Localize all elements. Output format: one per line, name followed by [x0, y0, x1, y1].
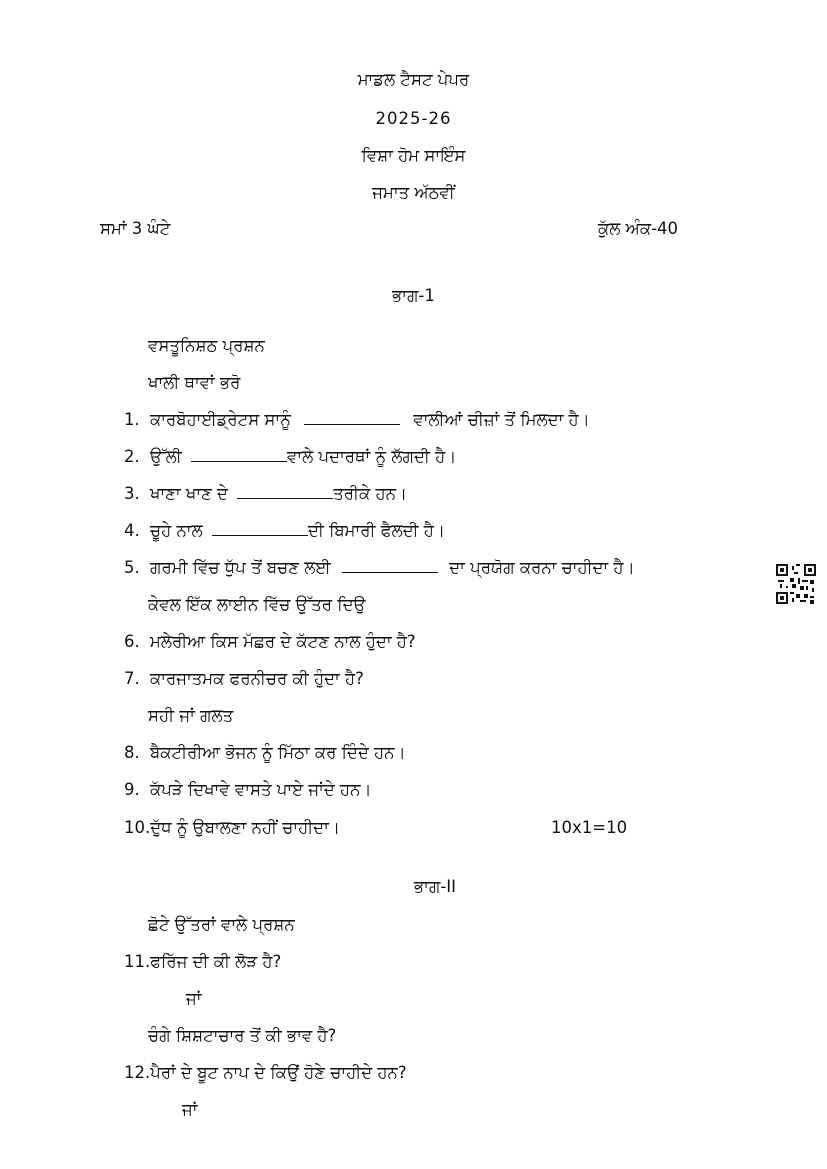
question-number: 2. — [124, 447, 140, 466]
question-12 — [124, 1063, 407, 1083]
question-text: ਫਰਿੱਜ ਦੀ ਕੀ ਲੋੜ ਹੈ? — [150, 952, 282, 971]
question-text: ਤਰੀਕੇ ਹਨ। — [333, 484, 408, 503]
answer-blank — [342, 571, 438, 573]
question-11-alternative: ਚੰਗੇ ਸ਼ਿਸ਼ਟਾਚਾਰ ਤੋਂ ਕੀ ਭਾਵ ਹੈ? — [148, 1026, 337, 1045]
or-label: ਜਾਂ — [182, 1100, 198, 1119]
question-text: ਦਾ ਪ੍ਰਯੋਗ ਕਰਨਾ ਚਾਹੀਦਾ ਹੈ। — [449, 558, 635, 577]
question-3 — [124, 484, 407, 504]
qr-code-icon — [776, 564, 816, 604]
objective-heading: ਵਸਤੂਨਿਸ਼ਠ ਪ੍ਰਸ਼ਨ — [148, 336, 265, 355]
fill-blanks-heading: ਖਾਲੀ ਥਾਵਾਂ ਭਰੋ — [148, 373, 241, 392]
question-text: ਕਾਰਜਾਤਮਕ ਫਰਨੀਚਰ ਕੀ ਹੁੰਦਾ ਹੈ? — [150, 669, 364, 688]
answer-blank — [237, 497, 333, 499]
subject-line: ਵਿਸ਼ਾ ਹੋਮ ਸਾਇੰਸ — [361, 146, 466, 165]
question-11 — [124, 952, 281, 972]
question-text: ਵਾਲੇ ਪਦਾਰਥਾਂ ਨੂੰ ਲੱਗਦੀ ਹੈ। — [287, 447, 457, 466]
question-text: ਵਾਲੀਆਂ ਚੀਜ਼ਾਂ ਤੋਂ ਮਿਲਦਾ ਹੈ। — [413, 410, 590, 429]
part1-marks: 10x1=10 — [551, 818, 628, 837]
question-1 — [124, 410, 590, 430]
or-label: ਜਾਂ — [186, 989, 202, 1008]
class-line: ਜਮਾਤ ਅੱਠਵੀਂ — [372, 183, 455, 202]
paper-title: ਮਾਡਲ ਟੈਸਟ ਪੇਪਰ — [357, 70, 470, 89]
question-text: ਖਾਣਾ ਖਾਣ ਦੇ — [150, 484, 228, 503]
question-number: 10. — [124, 818, 151, 837]
question-8 — [124, 743, 406, 763]
question-2 — [124, 447, 456, 467]
question-text: ਉੱਲੀ — [150, 447, 182, 466]
question-number: 8. — [124, 743, 140, 762]
question-text: ਬੈਕਟੀਰੀਆ ਭੋਜਨ ਨੂੰ ਮਿੱਠਾ ਕਰ ਦਿੰਦੇ ਹਨ। — [150, 743, 406, 762]
question-number: 3. — [124, 484, 140, 503]
question-number: 1. — [124, 410, 140, 429]
question-text: ਚੂਹੇ ਨਾਲ — [150, 521, 203, 540]
question-9 — [124, 780, 372, 800]
question-text: ਪੈਰਾਂ ਦੇ ਬੂਟ ਨਾਪ ਦੇ ਕਿਉਂ ਹੋਣੇ ਚਾਹੀਦੇ ਹਨ? — [150, 1063, 407, 1082]
part1-heading: ਭਾਗ-1 — [392, 286, 435, 305]
question-4 — [124, 521, 445, 541]
question-text: ਕਾਰਬੋਹਾਈਡ੍ਰੇਟਸ ਸਾਨੂੰ — [150, 410, 291, 429]
question-text: ਦੁੱਧ ਨੂੰ ਉਬਾਲਣਾ ਨਹੀਂ ਚਾਹੀਦਾ। — [150, 818, 340, 837]
question-text: ਦੀ ਬਿਮਾਰੀ ਫੈਲਦੀ ਹੈ। — [307, 521, 446, 540]
one-line-heading: ਕੇਵਲ ਇੱਕ ਲਾਈਨ ਵਿੱਚ ਉੱਤਰ ਦਿਉ — [148, 595, 366, 614]
answer-blank — [212, 534, 308, 536]
question-number: 7. — [124, 669, 140, 688]
question-text: ਮਲੇਰੀਆ ਕਿਸ ਮੱਛਰ ਦੇ ਕੱਟਣ ਨਾਲ ਹੁੰਦਾ ਹੈ? — [150, 632, 416, 651]
question-10 — [124, 818, 340, 838]
question-6 — [124, 632, 416, 652]
paper-year: 2025-26 — [375, 109, 452, 128]
question-5 — [124, 558, 635, 578]
question-number: 12. — [124, 1063, 151, 1082]
question-text: ਕੱਪੜੇ ਦਿਖਾਵੇ ਵਾਸਤੇ ਪਾਏ ਜਾਂਦੇ ਹਨ। — [150, 780, 372, 799]
true-false-heading: ਸਹੀ ਜਾਂ ਗਲਤ — [148, 706, 234, 725]
question-number: 4. — [124, 521, 140, 540]
question-number: 6. — [124, 632, 140, 651]
question-number: 5. — [124, 558, 140, 577]
question-text: ਗਰਮੀ ਵਿੱਚ ਧੁੱਪ ਤੋਂ ਬਚਣ ਲਈ — [150, 558, 331, 577]
answer-blank — [304, 423, 400, 425]
answer-blank — [191, 460, 287, 462]
short-answer-heading: ਛੋਟੇ ਉੱਤਰਾਂ ਵਾਲੇ ਪ੍ਰਸ਼ਨ — [148, 915, 295, 934]
question-number: 9. — [124, 780, 140, 799]
question-number: 11. — [124, 952, 151, 971]
question-7 — [124, 669, 364, 689]
time-allowed: ਸਮਾਂ 3 ਘੰਟੇ — [100, 219, 171, 238]
part2-heading: ਭਾਗ-II — [414, 877, 457, 896]
total-marks: ਕੁੱਲ ਅੰਕ-40 — [598, 219, 679, 238]
